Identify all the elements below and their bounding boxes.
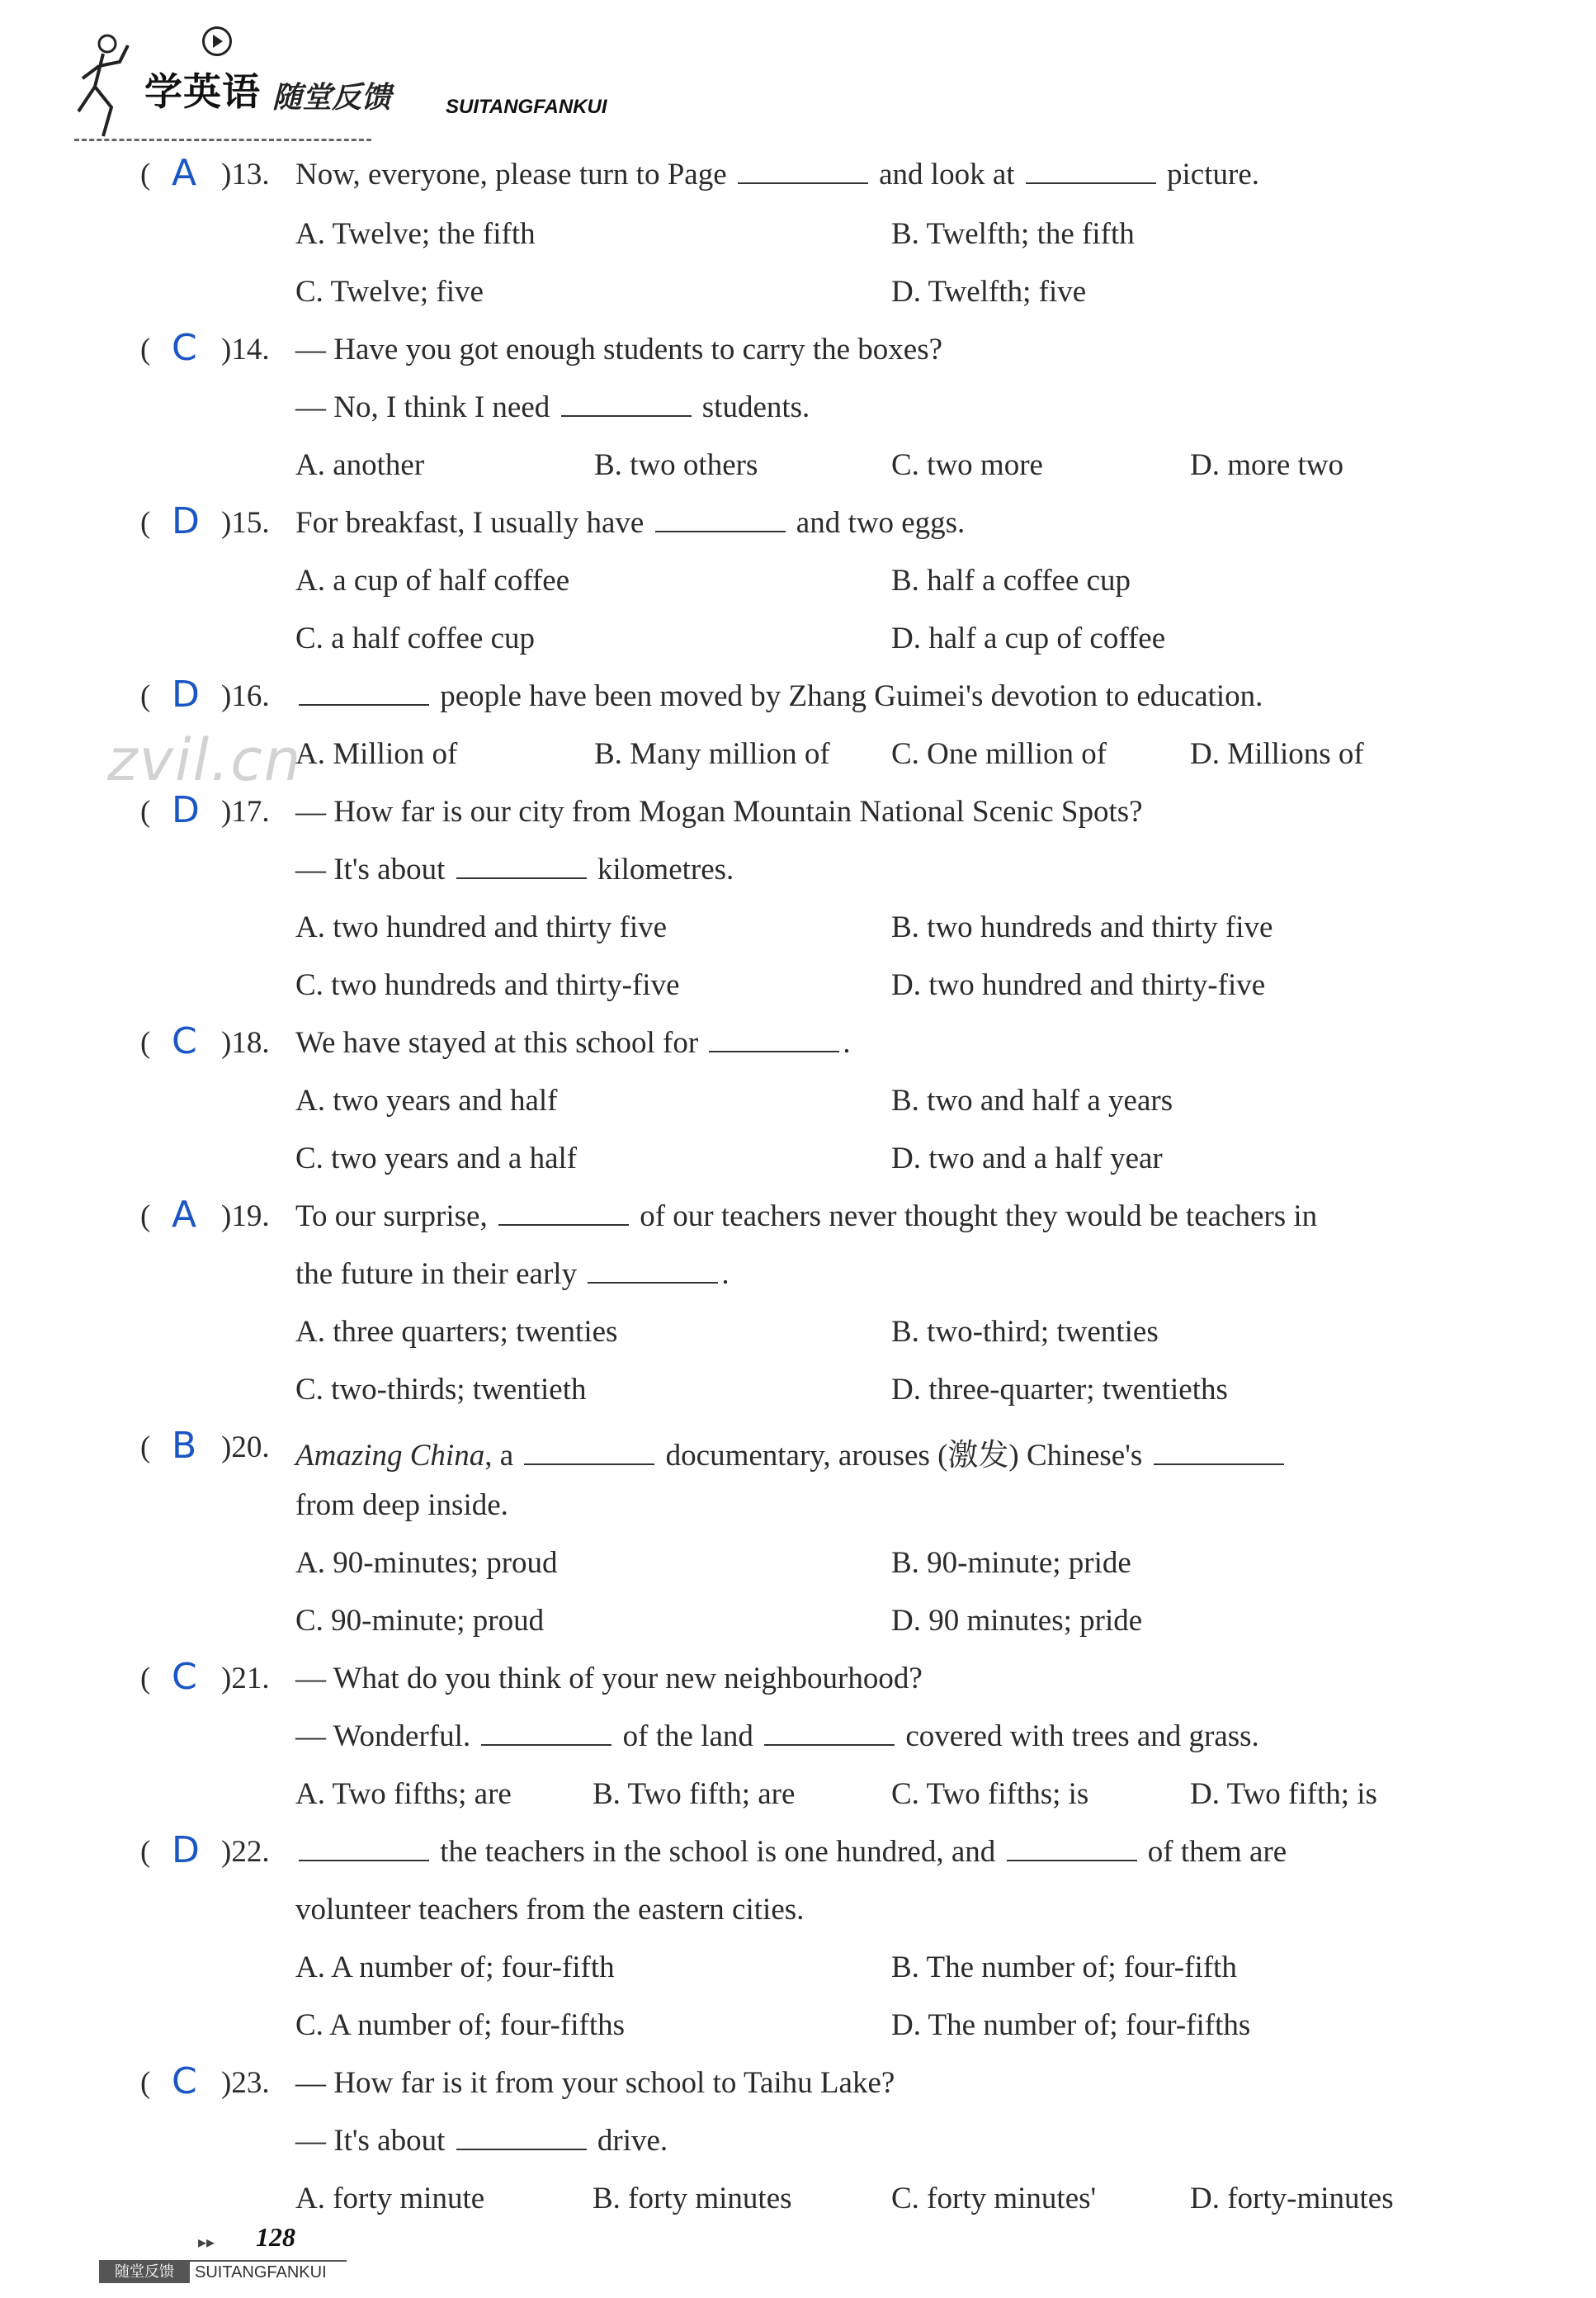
- answer-blank[interactable]: [299, 679, 429, 706]
- answer-blank[interactable]: [1026, 158, 1156, 184]
- option-b[interactable]: B. Many million of: [594, 737, 830, 771]
- option-a[interactable]: A. another: [295, 448, 425, 482]
- option-c[interactable]: C. two more: [891, 448, 1043, 482]
- option-a[interactable]: A. forty minute: [295, 2182, 485, 2215]
- option-d[interactable]: D. more two: [1190, 448, 1343, 482]
- option-d[interactable]: D. half a cup of coffee: [891, 622, 1166, 655]
- answer-blank[interactable]: [299, 1835, 429, 1861]
- option-a[interactable]: A. a cup of half coffee: [295, 564, 570, 598]
- option-c[interactable]: C. two hundreds and thirty-five: [295, 968, 680, 1002]
- answer-letter: C: [172, 2060, 197, 2102]
- option-c[interactable]: C. Two fifths; is: [891, 1777, 1089, 1811]
- page-footer: [99, 2220, 363, 2281]
- option-d[interactable]: D. two and a half year: [891, 1142, 1163, 1175]
- footer-label: 随堂反馈: [99, 2262, 190, 2283]
- option-d[interactable]: D. Two fifth; is: [1190, 1777, 1377, 1811]
- option-d[interactable]: D. three-quarter; twentieths: [891, 1373, 1228, 1407]
- answer-blank[interactable]: [655, 506, 786, 532]
- question-stem: — Have you got enough students to carry the boxes?: [295, 333, 943, 366]
- answer-letter: D: [172, 1829, 200, 1871]
- question-number: )14.: [221, 333, 270, 366]
- play-icon: [202, 26, 232, 56]
- option-d[interactable]: D. 90 minutes; pride: [891, 1604, 1143, 1638]
- question-stem: people have been moved by Zhang Guimei's devotion to education.: [295, 679, 1263, 714]
- option-b[interactable]: B. forty minutes: [593, 2182, 792, 2215]
- option-b[interactable]: B. 90-minute; pride: [891, 1546, 1131, 1580]
- question-stem: — How far is it from your school to Taihu Lake?: [295, 2066, 895, 2100]
- answer-blank[interactable]: [738, 158, 868, 184]
- answer-blank[interactable]: [588, 1257, 718, 1284]
- question-number: )19.: [221, 1199, 270, 1233]
- option-b[interactable]: B. two others: [594, 448, 758, 482]
- answer-blank[interactable]: [561, 390, 692, 417]
- option-b[interactable]: B. two-third; twenties: [891, 1315, 1159, 1349]
- question-number: )16.: [221, 679, 270, 713]
- option-a[interactable]: A. two hundred and thirty five: [295, 910, 668, 944]
- option-a[interactable]: A. Two fifths; are: [295, 1777, 512, 1811]
- question-number: )15.: [221, 506, 270, 540]
- paren-open: (: [140, 158, 151, 192]
- question-stem: Amazing China, a documentary, arouses (激发) Chinese's: [295, 1430, 1287, 1474]
- option-c[interactable]: C. One million of: [891, 737, 1107, 771]
- option-c[interactable]: C. two-thirds; twentieth: [295, 1373, 587, 1407]
- question-number: )22.: [221, 1835, 270, 1869]
- answer-blank[interactable]: [481, 1719, 611, 1746]
- header-brand: 学英语: [144, 69, 261, 114]
- answer-letter: A: [172, 152, 197, 194]
- option-a[interactable]: A. three quarters; twenties: [295, 1315, 618, 1349]
- footer-pinyin: SUITANGFANKUI: [195, 2263, 327, 2281]
- option-d[interactable]: D. Twelfth; five: [891, 275, 1087, 309]
- answer-letter: D: [172, 500, 200, 542]
- answer-blank[interactable]: [764, 1719, 895, 1746]
- option-b[interactable]: B. The number of; four-fifth: [891, 1950, 1237, 1984]
- option-b[interactable]: B. Twelfth; the fifth: [891, 217, 1135, 251]
- option-a[interactable]: A. Million of: [295, 737, 458, 771]
- page-header: [58, 25, 685, 149]
- answer-blank[interactable]: [1154, 1439, 1284, 1465]
- question-number: )13.: [221, 158, 270, 192]
- option-d[interactable]: D. two hundred and thirty-five: [891, 968, 1266, 1002]
- answer-blank[interactable]: [498, 1199, 629, 1226]
- option-d[interactable]: D. Millions of: [1190, 737, 1364, 771]
- answer-letter: C: [172, 1656, 197, 1698]
- question-number: )23.: [221, 2066, 270, 2100]
- answer-blank[interactable]: [709, 1026, 839, 1052]
- question-stem: the teachers in the school is one hundred, and of them are: [295, 1834, 1287, 1870]
- workbook-page: 学英语 随堂反馈 SUITANGFANKUI zvil.cn ( A )13. Now, everyone, please turn to Page and look at picture. A. Twelve; the fifth B. Twelfth; the fifth C. Twelve; five D. Twelfth; five ( C )14. — Have you got enough students to carry the boxes? — No, I think I need students. A. another B. two others C. two more D. more two ( D )15. For breakfast, I usually have and two eggs. A. a cup of half coffee B. half a coffee cup C. a half coffee cup D. half a cup of coffee ( D )16. people have been moved by Zhang Guimei's devotion to education. A. Million of B. Many million of C. One million of D. Millions of ( D )17. — How far is our city from Mogan Mountain National Scenic Spots? — It's about kilometres. A. two hundred and thirty five B. two hundreds and thirty five C. two hundreds and thirty-five D. two hundred and thirty-five ( C )18. We have stayed at this school for . A. two years and half B. two and half a years C. two years and a half D. two and a half year ( A )19. To our surprise, of our teachers never thought they would be teachers in the future in their early . A. three quarters; twenties B. two-third; twenties C. two-thirds; twentieth D. three-quarter; twentieths ( B )20. Amazing China, a documentary, arouses (激发) Chinese's from deep inside. A. 90-minutes; proud B. 90-minute; pride C. 90-minute; proud D. 90 minutes; pride ( C )21. — What do you think of your new neighbourhood? — Wonderful. of the land covered with trees and grass. A. Two fifths; are B. Two fifth; are C. Two fifths; is D. Two fifth; is ( D )22. the teachers in the school is one hundred, and of them are volunteer teachers from the eastern cities. A. A number of; four-fifth B. The number of; four-fifth C. A number of; four-fifths D. The number of; four-fifths ( C )23. — How far is it from your school to Taihu Lake? — It's about drive. A. forty minute B. forty minutes C. forty minutes' D. forty-minutes ▸▸ 128 随堂反馈 SUITANGFANKUI: [0, 0, 1596, 2298]
- option-c[interactable]: C. 90-minute; proud: [295, 1604, 545, 1638]
- question-stem: Now, everyone, please turn to Page and look at picture.: [295, 158, 1260, 192]
- question-stem: — How far is our city from Mogan Mountain National Scenic Spots?: [295, 795, 1143, 829]
- answer-blank[interactable]: [456, 853, 587, 879]
- arrow-icon: ▸▸: [198, 2232, 215, 2252]
- option-a[interactable]: A. two years and half: [295, 1084, 558, 1118]
- option-c[interactable]: C. forty minutes': [891, 2182, 1097, 2215]
- answer-letter: C: [172, 1020, 197, 1062]
- title-italic: Amazing China: [295, 1439, 485, 1473]
- option-d[interactable]: D. forty-minutes: [1190, 2182, 1394, 2215]
- answer-letter: B: [172, 1425, 197, 1467]
- answer-letter: D: [172, 674, 200, 716]
- header-pinyin: SUITANGFANKUI: [446, 96, 607, 118]
- option-d[interactable]: D. The number of; four-fifths: [891, 2008, 1251, 2042]
- question-number: )18.: [221, 1026, 270, 1060]
- option-b[interactable]: B. half a coffee cup: [891, 564, 1131, 598]
- question-number: )17.: [221, 795, 270, 829]
- question-number: )20.: [221, 1430, 270, 1464]
- option-b[interactable]: B. Two fifth; are: [593, 1777, 796, 1811]
- page-number: 128: [256, 2222, 295, 2252]
- watermark: zvil.cn: [107, 726, 303, 794]
- option-a[interactable]: A. Twelve; the fifth: [295, 217, 536, 251]
- option-a[interactable]: A. A number of; four-fifth: [295, 1950, 615, 1984]
- answer-letter: D: [172, 789, 200, 831]
- header-divider: [74, 139, 371, 141]
- answer-blank[interactable]: [1007, 1835, 1137, 1861]
- question-stem: — What do you think of your new neighbourhood?: [295, 1662, 923, 1695]
- answer-letter: C: [172, 327, 197, 369]
- option-c[interactable]: C. a half coffee cup: [295, 622, 536, 655]
- header-brand-sub: 随堂反馈: [272, 81, 392, 115]
- option-b[interactable]: B. two and half a years: [891, 1084, 1173, 1118]
- option-c[interactable]: C. Twelve; five: [295, 275, 484, 309]
- option-c[interactable]: C. two years and a half: [295, 1142, 578, 1175]
- answer-letter: A: [172, 1194, 197, 1236]
- question-stem: To our surprise, of our teachers never thought they would be teachers in: [295, 1199, 1318, 1233]
- option-a[interactable]: A. 90-minutes; proud: [295, 1546, 558, 1580]
- answer-blank[interactable]: [456, 2124, 587, 2150]
- runner-icon: [70, 29, 136, 144]
- answer-blank[interactable]: [524, 1439, 654, 1465]
- question-stem: For breakfast, I usually have and two eggs.: [295, 506, 966, 540]
- option-c[interactable]: C. A number of; four-fifths: [295, 2008, 626, 2042]
- question-stem: We have stayed at this school for .: [295, 1026, 851, 1060]
- option-b[interactable]: B. two hundreds and thirty five: [891, 910, 1273, 944]
- question-number: )21.: [221, 1662, 270, 1695]
